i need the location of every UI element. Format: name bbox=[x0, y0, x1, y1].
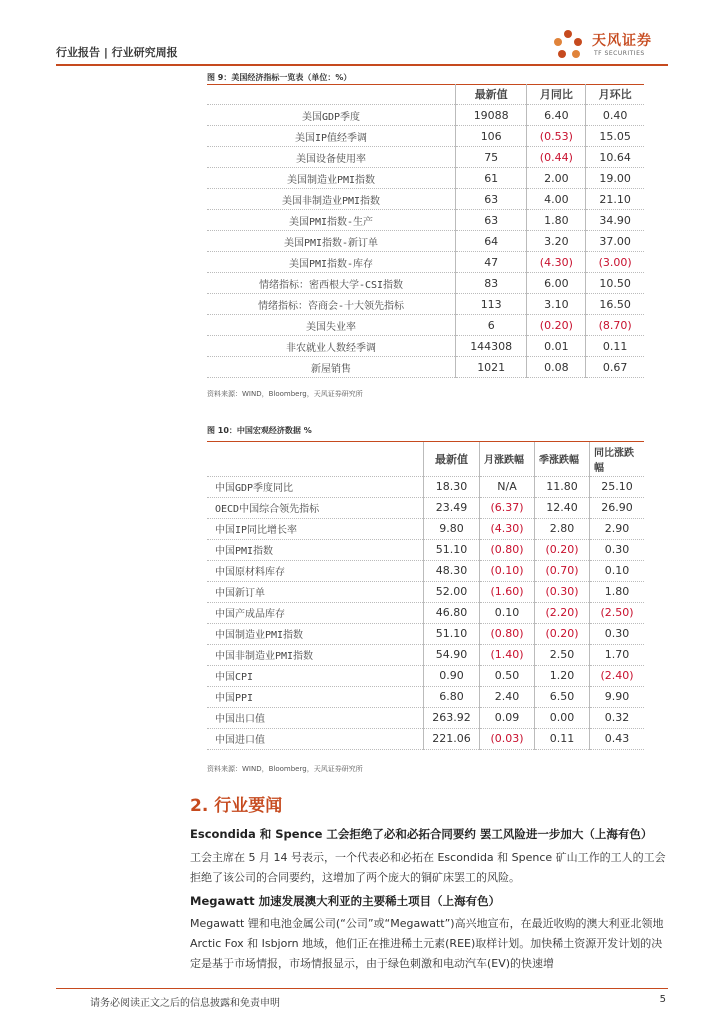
row-label: 美国PMI指数-新订单 bbox=[283, 237, 379, 249]
value-cell: (0.10) bbox=[480, 560, 535, 581]
value-cell: 0.01 bbox=[527, 336, 586, 357]
value-cell: 52.00 bbox=[424, 581, 480, 602]
table-row bbox=[207, 518, 644, 539]
value-cell: (2.20) bbox=[535, 602, 590, 623]
row-label: 中国产成品库存 bbox=[215, 609, 285, 620]
row-label: OECD中国综合领先指标 bbox=[215, 504, 320, 515]
china-macro-table bbox=[207, 442, 644, 750]
row-label: 情绪指标：密西根大学-CSI指数 bbox=[258, 279, 404, 291]
value-cell: 18.30 bbox=[424, 476, 480, 497]
value-cell: (4.30) bbox=[480, 518, 535, 539]
value-cell: 10.64 bbox=[586, 147, 644, 168]
row-label: 中国GDP季度同比 bbox=[215, 483, 294, 494]
value-cell: 0.11 bbox=[535, 728, 590, 749]
table-row bbox=[207, 560, 644, 581]
table-row bbox=[207, 357, 644, 378]
value-cell: 75 bbox=[456, 147, 527, 168]
logo-mark-icon bbox=[548, 28, 588, 62]
value-cell: (0.20) bbox=[535, 539, 590, 560]
value-cell: 0.40 bbox=[586, 105, 644, 126]
table-row bbox=[207, 539, 644, 560]
value-cell: 0.30 bbox=[590, 539, 645, 560]
table-header-cell bbox=[207, 84, 456, 105]
value-cell: 37.00 bbox=[586, 231, 644, 252]
value-cell: 63 bbox=[456, 189, 527, 210]
row-label: 美国GDP季度 bbox=[301, 111, 361, 123]
value-cell: 0.10 bbox=[480, 602, 535, 623]
value-cell: 0.08 bbox=[527, 357, 586, 378]
value-cell: 26.90 bbox=[590, 497, 645, 518]
row-label: 中国新订单 bbox=[215, 588, 265, 599]
table-header-cell: 月同比 bbox=[527, 84, 586, 105]
row-label: 美国制造业PMI指数 bbox=[286, 174, 376, 186]
table-header-cell: 月环比 bbox=[586, 84, 644, 105]
value-cell: (0.80) bbox=[480, 623, 535, 644]
company-logo bbox=[548, 28, 668, 64]
table-row bbox=[207, 623, 644, 644]
footer-divider bbox=[56, 988, 668, 989]
value-cell: 6 bbox=[456, 315, 527, 336]
value-cell: 47 bbox=[456, 252, 527, 273]
value-cell: (0.80) bbox=[480, 539, 535, 560]
value-cell: 113 bbox=[456, 294, 527, 315]
value-cell: 1.70 bbox=[590, 644, 645, 665]
value-cell: 10.50 bbox=[586, 273, 644, 294]
value-cell: (4.30) bbox=[527, 252, 586, 273]
value-cell: 1021 bbox=[456, 357, 527, 378]
table-row bbox=[207, 189, 644, 210]
table-row bbox=[207, 126, 644, 147]
value-cell: (2.40) bbox=[590, 665, 645, 686]
value-cell: 46.80 bbox=[424, 602, 480, 623]
row-label: 情绪指标：咨商会-十大领先指标 bbox=[257, 300, 405, 312]
table-row bbox=[207, 336, 644, 357]
value-cell: (8.70) bbox=[586, 315, 644, 336]
row-label: 美国PMI指数-生产 bbox=[288, 216, 374, 228]
value-cell: (2.50) bbox=[590, 602, 645, 623]
value-cell: 51.10 bbox=[424, 539, 480, 560]
value-cell: 23.49 bbox=[424, 497, 480, 518]
value-cell: 3.20 bbox=[527, 231, 586, 252]
row-label: 美国失业率 bbox=[306, 321, 356, 333]
value-cell: 54.90 bbox=[424, 644, 480, 665]
row-label: 美国PMI指数-库存 bbox=[288, 258, 374, 270]
table-row bbox=[207, 644, 644, 665]
value-cell: (0.44) bbox=[527, 147, 586, 168]
table-header-row bbox=[207, 84, 644, 105]
figure9-source: 资料来源：WIND，Bloomberg，天风证券研究所 bbox=[207, 390, 363, 398]
table-header-row bbox=[207, 442, 644, 476]
value-cell: 12.40 bbox=[535, 497, 590, 518]
value-cell: 221.06 bbox=[424, 728, 480, 749]
row-label: 新屋销售 bbox=[311, 363, 351, 375]
table-header-cell: 月涨跌幅 bbox=[480, 442, 535, 476]
row-label: 中国非制造业PMI指数 bbox=[215, 651, 314, 662]
value-cell: 61 bbox=[456, 168, 527, 189]
news-headline: Escondida 和 Spence 工会拒绝了必和必拓合同要约 罢工风险进一步加大（上海有色） bbox=[190, 827, 653, 841]
table-row bbox=[207, 147, 644, 168]
table-row bbox=[207, 252, 644, 273]
value-cell: 16.50 bbox=[586, 294, 644, 315]
figure10-source: 资料来源：WIND，Bloomberg，天风证券研究所 bbox=[207, 765, 363, 773]
table-row bbox=[207, 294, 644, 315]
value-cell: (0.20) bbox=[535, 623, 590, 644]
value-cell: 2.00 bbox=[527, 168, 586, 189]
row-label: 中国CPI bbox=[215, 672, 254, 683]
news-body: Megawatt 锂和电池金属公司(“公司”或“Megawatt”)高兴地宣布，在最近收购的澳大利亚北领地 Arctic Fox 和 Isbjorn 地域，他们正在推进稀土元素(REE)取样计划。加快稀土资源开发计划的决定是基于市场情报，市场情报显示，由于绿色刺激和电动汽车(EV)的快速增 bbox=[190, 917, 664, 970]
news-headline: Megawatt 加速发展澳大利亚的主要稀土项目（上海有色） bbox=[190, 894, 501, 908]
logo-subtext: TF SECURITIES bbox=[594, 50, 645, 57]
page-number: 5 bbox=[659, 994, 666, 1005]
table-row bbox=[207, 728, 644, 749]
value-cell: 11.80 bbox=[535, 476, 590, 497]
value-cell: 63 bbox=[456, 210, 527, 231]
value-cell: 1.80 bbox=[527, 210, 586, 231]
row-label: 中国PMI指数 bbox=[215, 546, 274, 557]
footer-disclaimer: 请务必阅读正文之后的信息披露和免责申明 bbox=[90, 998, 280, 1009]
table-header-cell bbox=[207, 442, 424, 476]
section-title: 2. 行业要闻 bbox=[190, 796, 283, 816]
value-cell: 15.05 bbox=[586, 126, 644, 147]
row-label: 中国PPI bbox=[215, 693, 254, 704]
value-cell: (0.20) bbox=[527, 315, 586, 336]
value-cell: 0.43 bbox=[590, 728, 645, 749]
table-row bbox=[207, 168, 644, 189]
figure10-title: 图 10：中国宏观经济数据 % bbox=[207, 426, 312, 435]
value-cell: 19088 bbox=[456, 105, 527, 126]
value-cell: 6.50 bbox=[535, 686, 590, 707]
logo-text: 天风证券 bbox=[592, 33, 652, 49]
value-cell: (1.40) bbox=[480, 644, 535, 665]
table-row bbox=[207, 273, 644, 294]
table-header-cell: 最新值 bbox=[424, 442, 480, 476]
table-row bbox=[207, 581, 644, 602]
row-label: 美国非制造业PMI指数 bbox=[281, 195, 381, 207]
value-cell: 21.10 bbox=[586, 189, 644, 210]
table-row bbox=[207, 231, 644, 252]
value-cell: 6.80 bbox=[424, 686, 480, 707]
value-cell: 0.11 bbox=[586, 336, 644, 357]
value-cell: 64 bbox=[456, 231, 527, 252]
value-cell: (0.30) bbox=[535, 581, 590, 602]
value-cell: 2.80 bbox=[535, 518, 590, 539]
value-cell: 1.20 bbox=[535, 665, 590, 686]
table-row bbox=[207, 707, 644, 728]
row-label: 中国原材料库存 bbox=[215, 567, 285, 578]
value-cell: (1.60) bbox=[480, 581, 535, 602]
value-cell: 0.30 bbox=[590, 623, 645, 644]
news-body: 工会主席在 5 月 14 号表示，一个代表必和必拓在 Escondida 和 Spence 矿山工作的工人的工会拒绝了该公司的合同要约，这增加了两个庞大的铜矿床罢工的风险。 bbox=[190, 851, 666, 884]
row-label: 中国出口值 bbox=[215, 714, 265, 725]
value-cell: 144308 bbox=[456, 336, 527, 357]
table-row bbox=[207, 210, 644, 231]
row-label: 非农就业人数经季调 bbox=[286, 342, 376, 354]
value-cell: (3.00) bbox=[586, 252, 644, 273]
value-cell: 2.50 bbox=[535, 644, 590, 665]
value-cell: (6.37) bbox=[480, 497, 535, 518]
value-cell: 6.00 bbox=[527, 273, 586, 294]
value-cell: 0.00 bbox=[535, 707, 590, 728]
value-cell: 0.32 bbox=[590, 707, 645, 728]
table-row bbox=[207, 315, 644, 336]
value-cell: 0.90 bbox=[424, 665, 480, 686]
row-label: 中国进口值 bbox=[215, 735, 265, 746]
value-cell: 19.00 bbox=[586, 168, 644, 189]
us-economic-table bbox=[207, 84, 644, 378]
value-cell: 2.90 bbox=[590, 518, 645, 539]
value-cell: 0.50 bbox=[480, 665, 535, 686]
header-divider bbox=[56, 64, 668, 66]
table-row bbox=[207, 686, 644, 707]
table-header-cell: 季涨跌幅 bbox=[535, 442, 590, 476]
value-cell: 4.00 bbox=[527, 189, 586, 210]
table-row bbox=[207, 476, 644, 497]
value-cell: 2.40 bbox=[480, 686, 535, 707]
table-row bbox=[207, 602, 644, 623]
value-cell: 3.10 bbox=[527, 294, 586, 315]
value-cell: 83 bbox=[456, 273, 527, 294]
row-label: 美国设备使用率 bbox=[296, 153, 366, 165]
value-cell: (0.70) bbox=[535, 560, 590, 581]
value-cell: 51.10 bbox=[424, 623, 480, 644]
value-cell: 263.92 bbox=[424, 707, 480, 728]
value-cell: 48.30 bbox=[424, 560, 480, 581]
row-label: 中国制造业PMI指数 bbox=[215, 630, 304, 641]
table-row bbox=[207, 665, 644, 686]
page-header bbox=[56, 33, 668, 68]
value-cell: 106 bbox=[456, 126, 527, 147]
value-cell: 0.67 bbox=[586, 357, 644, 378]
value-cell: 1.80 bbox=[590, 581, 645, 602]
value-cell: N/A bbox=[480, 476, 535, 497]
value-cell: 0.09 bbox=[480, 707, 535, 728]
value-cell: 9.80 bbox=[424, 518, 480, 539]
value-cell: 9.90 bbox=[590, 686, 645, 707]
table-header-cell: 最新值 bbox=[456, 84, 527, 105]
table-row bbox=[207, 497, 644, 518]
figure9-title: 图 9：美国经济指标一览表（单位：%） bbox=[207, 73, 352, 82]
value-cell: (0.03) bbox=[480, 728, 535, 749]
row-label: 中国IP同比增长率 bbox=[215, 525, 298, 536]
value-cell: 25.10 bbox=[590, 476, 645, 497]
table-row bbox=[207, 105, 644, 126]
value-cell: 0.10 bbox=[590, 560, 645, 581]
value-cell: 6.40 bbox=[527, 105, 586, 126]
value-cell: 34.90 bbox=[586, 210, 644, 231]
breadcrumb: 行业报告 | 行业研究周报 bbox=[56, 46, 178, 59]
value-cell: (0.53) bbox=[527, 126, 586, 147]
row-label: 美国IP值经季调 bbox=[294, 132, 368, 144]
table-header-cell: 同比涨跌幅 bbox=[590, 442, 645, 476]
